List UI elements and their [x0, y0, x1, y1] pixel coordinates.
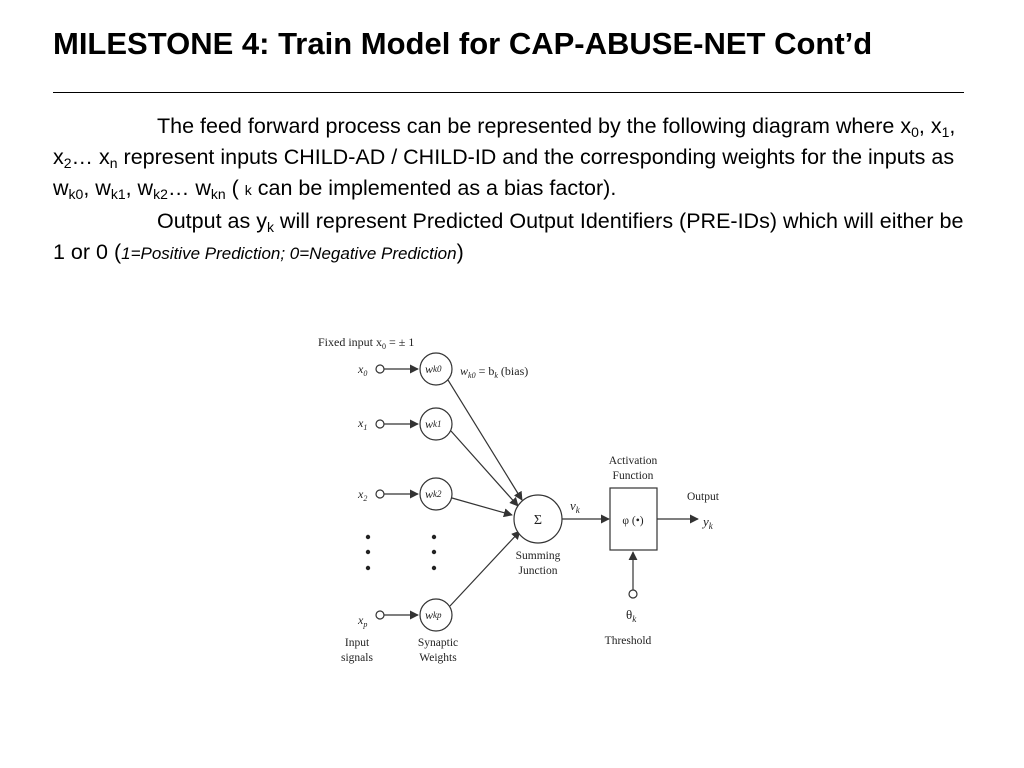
ellipsis-dots-weights	[432, 535, 436, 570]
text: can be implemented as a bias factor).	[251, 176, 617, 200]
input-signals-line1: Input	[344, 637, 370, 649]
text: will represent Predicted Output Identifiers (PRE-IDs) which will either be 1 or 0 (	[53, 209, 964, 264]
text: … w	[167, 176, 211, 200]
vk-label: $v_k$	[570, 498, 580, 515]
perceptron-diagram	[300, 328, 740, 678]
input-node-x0	[376, 365, 384, 373]
arrow-wk1-sum	[451, 431, 518, 506]
summing-label-line2: Junction	[518, 565, 558, 577]
paragraph-feed-forward	[53, 111, 973, 206]
subscript: k	[266, 219, 274, 235]
input-node-xp	[376, 611, 384, 619]
phi-label: φ (•)	[622, 515, 644, 527]
weight-label-wkp: wkp	[425, 608, 442, 622]
text: , w	[125, 176, 154, 200]
body-text	[53, 111, 973, 269]
subscript: k2	[153, 186, 168, 202]
italic-text: 1=Positive Prediction; 0=Negative Prediction	[121, 244, 457, 263]
text: The feed forward process can be represented by the following diagram where x	[157, 114, 912, 138]
small-text: k	[244, 182, 252, 198]
arrow-wkp-sum	[450, 531, 520, 606]
text: )	[456, 240, 464, 264]
weight-label-wk2: wk2	[425, 487, 442, 501]
input-node-x2	[376, 490, 384, 498]
threshold-node	[629, 590, 637, 598]
text: represent inputs CHILD-AD / CHILD-ID and the corresponding weights for the inputs as w	[53, 145, 955, 200]
input-label-xp: $x_p$	[358, 613, 368, 629]
input-signals-line2: signals	[341, 652, 373, 664]
input-label-x1: $x_1$	[358, 416, 368, 432]
title-divider	[53, 92, 964, 93]
subscript: k0	[68, 186, 84, 202]
text: (	[225, 176, 245, 200]
activation-label-line1: Activation	[608, 455, 658, 467]
paragraph-output	[53, 206, 973, 269]
subscript: 2	[63, 155, 72, 171]
text: , x	[918, 114, 942, 138]
fixed-input-label: Fixed input $x_0$ = ± 1	[318, 335, 415, 351]
output-label: Output	[687, 491, 719, 503]
sigma-symbol: Σ	[533, 513, 543, 528]
subscript: 0	[911, 124, 919, 140]
synaptic-weights-line2: Weights	[419, 652, 457, 664]
subscript: k1	[110, 186, 126, 202]
text: … x	[71, 145, 110, 169]
slide-title: MILESTONE 4: Train Model for CAP-ABUSE-NET Cont’d	[53, 26, 873, 61]
text: , x	[53, 114, 956, 169]
threshold-label: Threshold	[604, 635, 652, 647]
subscript: n	[109, 155, 118, 171]
theta-label: $\theta_k$	[626, 607, 637, 624]
summing-label-line1: Summing	[515, 550, 561, 562]
input-node-x1	[376, 420, 384, 428]
text: Output as y	[157, 209, 267, 233]
yk-label: $y_k$	[703, 514, 713, 531]
activation-label-line2: Function	[612, 470, 654, 482]
weight-label-wk1: wk1	[425, 417, 442, 431]
input-label-x2: $x_2$	[358, 487, 368, 503]
arrow-wk2-sum	[452, 498, 512, 515]
subscript: 1	[941, 124, 950, 140]
bias-label: $w_{k0} = b_k$ (bias)	[460, 364, 529, 380]
synaptic-weights-line1: Synaptic	[417, 637, 459, 649]
ellipsis-dots-inputs	[366, 535, 370, 570]
subscript: kn	[210, 186, 226, 202]
text: , w	[83, 176, 111, 200]
input-label-x0: $x_0$	[358, 362, 368, 378]
weight-label-wk0: wk0	[425, 362, 442, 376]
